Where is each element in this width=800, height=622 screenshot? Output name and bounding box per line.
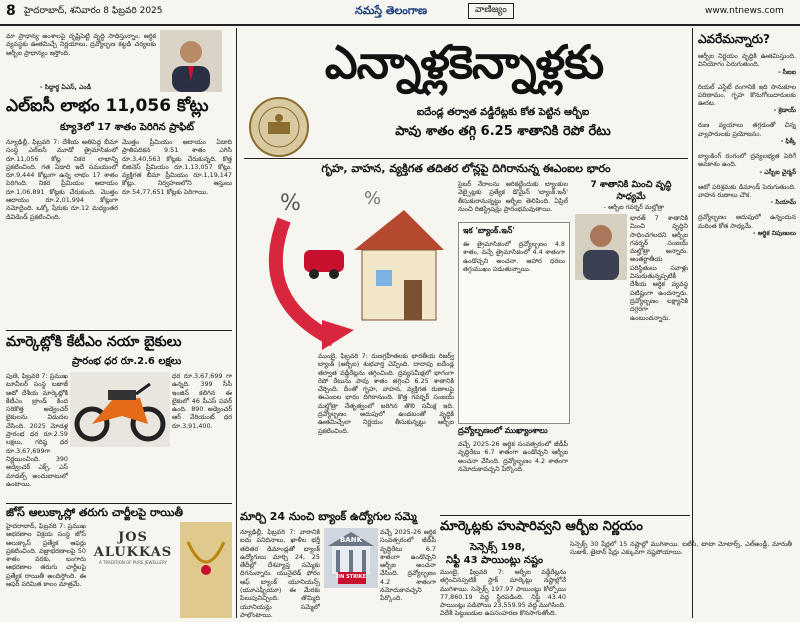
markets-subhead-1: సెన్సెక్స్ 198, [470,542,526,553]
bank-in-title: ఇక 'బ్యాంక్.ఇన్' [463,226,515,235]
ktm-body-side: ధర రూ.3,67,699 గా ఉన్నది. 399 సీసీ ఇంజిన్ కలిగిన ఈ బైకులో 46 పీఎస్ పవర్ ఉంది. 890 అడ్వెంచర్ ఆర్ వేరియంట్ ధర రూ.3,91,400. [172,372,232,430]
page-number: 8 [6,3,16,19]
bank-in-body: ఈ త్రైమాసికంలో ద్రవ్యోల్బణం 4.8 శాతం, వచ్చే త్రైమాసికంలో 4.4 శాతంగా ఉండొచ్చని అంచనా. ఆహార ధరలు తగ్గుముఖం పడుతున్నాయి. [463,240,565,273]
bank-sign: BANK [339,536,363,544]
quote-body: భారత్ 7 శాతానికి మించి వృద్ధిని సాధించగలదని ఆర్బీఐ గవర్నర్ సంజయ్ మల్హోత్రా అన్నారు. అంతర్జాతీయ పరిస్థితులు సవాళ్లు విసురుతున్నప్పటికీ దేశీయ ఆర్థిక వ్యవస్థ పటిష్టంగా ఉందన్నారు. ద్రవ్యోల్బణం లక్ష్యానికి దగ్గరగా ఉంటుందన్నారు. [630,214,688,322]
opinions-header: ఎవరేమన్నారు? [698,32,770,46]
markets-headline: మార్కెట్లకు హుషారివ్వని ఆర్బీఐ నిర్ణయం [440,519,643,534]
section-badge: వాణిజ్యం [468,3,514,19]
rate-cut-illustration [244,180,454,350]
divider [6,503,232,504]
list-item: ద్రవ్యోల్బణం అదుపులో ఉన్నందున మరింత కోత సాధ్యమే. - ఆర్థిక నిపుణులు [698,213,796,237]
main-headline: ఎన్నాళ్లకెన్నాళ్లకు [324,35,604,89]
main-subhead: పావు శాతం తగ్గి 6.25 శాతానికి రెపో రేటు [395,124,611,139]
intro-text: మా ప్రాధాన్య అంశాలపై దృష్టిపెట్టి వృద్ధి సాధిస్తున్నాం. ఆర్థిక వ్యవస్థకు ఊతమిచ్చే నిర్ణయాలు, ద్రవ్యోల్బణ కట్టడి చర్యలకు ఆర్బీఐ ప్రాధాన్యం ఇస్తోంది. [6,32,156,57]
executive-photo [160,30,222,92]
jos-logo [88,530,178,570]
main-deck: గృహ, వాహన, వ్యక్తిగత తదితర లోన్లపై దిగిరానున్న ఈఎంఐల భారం [321,162,611,175]
necklace-icon [180,522,232,618]
strike-sign: ON STRIKE [335,574,367,580]
list-item: ఆర్బీఐ నిర్ణయం వృద్ధికి ఊతమిస్తుంది. వినియోగం పెరుగుతుంది. - సీఐఐ [698,52,796,76]
dateline: హైదరాబాద్, శనివారం 8 ఫిబ్రవరి 2025 [24,6,163,16]
quote-title: 7 శాతానికి మించి వృద్ధి సాధ్యమే [590,180,672,202]
strike-body-side: వచ్చే 2025-26 ఆర్థిక సంవత్సరంలో జీడీపీ వృద్ధిరేటు 6.7 శాతంగా ఉండొచ్చని ఆర్బీఐ అంచనా వేసింది. ద్రవ్యోల్బణం 4.2 శాతంగా నమోదుకావచ్చని పేర్కొంది. [380,528,436,603]
main-body: ముంబై, ఫిబ్రవరి 7: రుణగ్రహీతలకు భారతీయ రిజర్వ్ బ్యాంక్ (ఆర్బీఐ) శుభవార్త చెప్పింది. దాదాపు ఐదేండ్ల తర్వాత వడ్డీరేట్లను తగ్గించింది. ద్రవ్యసమీక్షలో భాగంగా రెపో రేటును పావు శాతం తగ్గించి 6.25 శాతానికి చేర్చింది. దీంతో గృహ, వాహన, వ్యక్తిగత రుణాలపై ఈఎంఐల భారం దిగిరానుంది. కొత్త గవర్నర్ సంజయ్ మల్హోత్రా నేతృత్వంలో జరిగిన తొలి సమీక్ష ఇది. ద్రవ్యోల్బణం అదుపులో ఉండటంతో వృద్ధికి ఊతమిచ్చేలా నిర్ణయం తీసుకున్నట్టు ఆర్బీఐ ప్రకటించింది. [318,352,454,435]
motorcycle-icon [70,372,170,447]
divider [244,158,688,159]
governor-photo [575,214,627,280]
strike-headline: మార్చి 24 నుంచి బ్యాంక్ ఉద్యోగుల సమ్మె [240,510,440,526]
bike-photo [70,372,170,447]
lic-headline: ఎల్ఐసీ లాభం 11,056 కోట్లు [6,96,209,116]
divider [440,515,690,516]
list-item: ఆటో పరిశ్రమకు డిమాండ్ పెరుగుతుంది. వాహన రుణాలు చౌక. - సియామ్ [698,182,796,207]
svg-text:%: % [364,188,382,209]
list-item: రుణ వ్యయాలు తగ్గడంతో చిన్న వ్యాపారులకు ప్రయోజనం. - ఫిక్కీ [698,121,796,146]
website: www.ntnews.com [705,6,784,16]
opinions-list [698,52,796,472]
bank-in-box [458,222,570,424]
column-divider [236,28,237,618]
ktm-subhead: ప్రారంభ ధర రూ.2.6 లక్షలు [72,356,182,367]
divider [6,330,232,331]
house-arrow-icon [244,180,454,350]
jos-headline: జోస్ ఆలుక్కాస్లో తరుగు చార్జీలపై రాయితీ [6,506,184,519]
ktm-headline: మార్కెట్లోకి కేటీఎం నయా బైకులు [6,334,182,350]
strike-body: న్యూఢిల్లీ, ఫిబ్రవరి 7: వారానికి ఐదు పనిదినాలు, ఖాళీల భర్తీ తదితర డిమాండ్లతో బ్యాంక్ ఉద్యోగులు మార్చి 24, 25 తేదీల్లో దేశవ్యాప్త సమ్మెకు దిగనున్నారు. యునైటెడ్ ఫోరం ఆఫ్ బ్యాంక్ యూనియన్స్ (యూఎఫ్బీయూ) ఈ మేరకు పిలుపునిచ్చింది. తొమ్మిది యూనియన్లు సమ్మెలో పాల్గొంటాయి. [240,528,320,618]
paper-name: నమస్తే తెలంగాణ [355,4,428,17]
rbi-logo-icon [248,96,310,158]
lic-body: న్యూఢిల్లీ, ఫిబ్రవరి 7: దేశీయ అతిపెద్ద బీమా సంస్థ ఎల్ఐసీ మూడో త్రైమాసికంలో రూ.11,056 కోట్ల నికర లాభాన్ని ప్రకటించింది. గత ఏడాది ఇదే సమయంలో రూ.9,444 కోట్లుగా ఉన్న లాభం 17 శాతం పెరిగింది. నికర ప్రీమియం ఆదాయం రూ.1,06,891 కోట్లకు చేరుకుంది. మొత్తం ఆదాయం రూ.2,01,994 కోట్లుగా నమోదైంది. ఒక్కో షేరుకు రూ.12 మధ్యంతర డివిడెండ్ ప్రకటించింది. [6,138,118,221]
growth-body: వచ్చే 2025-26 ఆర్థిక సంవత్సరంలో జీడీపీ వృద్ధిరేటు 6.7 శాతంగా ఉండొచ్చని ఆర్బీఐ అంచనా వేసింది. ద్రవ్యోల్బణం 4.2 శాతంగా నమోదుకావచ్చని పేర్కొంది. [458,440,568,473]
list-item: రియల్ ఎస్టేట్ రంగానికి ఇది సానుకూల పరిణామం. గృహ కొనుగోలుదారులకు ఊరట. - క్రెడాయ్ [698,82,796,115]
lic-body-continued: మొత్తం ప్రీమియం ఆదాయం ఏడాది ప్రాతిపదికన 9.51 శాతం ఎగిసి రూ.3,40,563 కోట్లకు చేరుకున్నది. కొత్త బిజినెస్ ప్రీమియం రూ.1,13,057 కోట్లు. వ్యక్తిగత బీమా ప్రీమియం రూ.1,19,147 కోట్లు. నిర్వహణలోని ఆస్తులు రూ.54,77,651 కోట్లకు పెరిగాయి. [122,138,232,196]
bank-strike-photo [324,528,378,588]
svg-text:%: % [280,191,301,216]
jewellery-photo [180,522,232,618]
jos-logo-tag: A TRADITION OF PURE JEWELLERY [99,560,167,565]
person-icon [160,30,222,92]
main-body-right: సైబర్ నేరాలను అరికట్టేందుకు బ్యాంకుల వెబ్సైట్లకు ప్రత్యేక డొమైన్ 'బ్యాంక్.ఇన్' తీసుకురానున్నట్టు ఆర్బీఐ తెలిపింది. ఏప్రిల్ నుంచి రిజిస్ట్రేషన్లు ప్రారంభమవుతాయి. [458,180,568,213]
markets-body-continued: సెన్సెక్స్ 30 షేర్లలో 15 నష్టాల్లో ముగిశాయి. ఐటీసీ, టాటా మోటార్స్, ఎల్అండ్టీ, మారుతీ సుజుకీ, టైటాన్ షేర్లు ఎక్కువగా నష్టపోయాయి. [570,540,792,557]
list-item: బ్యాంకింగ్ రంగంలో ద్రవ్యలభ్యత పెరిగే అవకాశం ఉంది. - ఎస్బీఐ చైర్మన్ [698,152,796,176]
main-kicker: ఐదేండ్ల తర్వాత వడ్డీరేట్లకు కోత పెట్టిన ఆర్బీఐ [416,107,590,118]
inflation-title: ద్రవ్యోల్బణంలో ముఖ్యాంశాలు [458,426,548,435]
jos-logo-text: JOS ALUKKAS [93,530,173,560]
person-icon [575,214,627,280]
masthead [0,0,800,26]
quote-byline: - ఆర్బీఐ గవర్నర్ మల్హోత్రా [603,204,665,211]
rbi-seal [248,96,310,158]
ktm-body: పుణె, ఫిబ్రవరి 7: ప్రముఖ టూవీలర్ సంస్థ బజాజ్ ఆటో దేశీయ మార్కెట్లోకి కేటీఎం బ్రాండ్ కింద సరికొత్త అడ్వెంచర్ బైకులను విడుదల చేసింది. 2025 మోడళ్ల ప్రారంభ ధర రూ.2.59 లక్షలు, గరిష్ఠ ధర రూ.3,67,699గా నిర్ణయించింది. 390 అడ్వెంచర్ ఎక్స్, ఎస్ మాడల్స్ అందుబాటులో ఉంటాయి. [6,372,68,488]
markets-body: ముంబై, ఫిబ్రవరి 7: ఆర్బీఐ వడ్డీరేట్లను తగ్గించినప్పటికీ స్టాక్ మార్కెట్లు నష్టాల్లోనే ముగిశాయి. సెన్సెక్స్ 197.97 పాయింట్లు కోల్పోయి 77,860.19 వద్ద స్థిరపడింది. నిఫ్టీ 43.40 పాయింట్లు పడిపోయి 23,559.95 వద్ద ముగిసింది. విదేశీ పెట్టుబడుల ఉపసంహరణ కొనసాగుతోంది. [440,568,566,618]
jos-body: హైదరాబాద్, ఫిబ్రవరి 7: ప్రముఖ ఆభరణాల విక్రయ సంస్థ జోస్ ఆలుక్కాస్ ప్రత్యేక ఆఫర్లు ప్రకటించింది. వజ్రాభరణాలపై 50 శాతం వరకు, బంగారు ఆభరణాల తరుగు చార్జీలపై ప్రత్యేక రాయితీ అందిస్తోంది. ఈ ఆఫర్ పరిమిత కాలం మాత్రమే. [6,522,86,589]
lic-subhead: క్యూ3లో 17 శాతం పెరిగిన ప్రాఫిట్ [60,122,194,133]
intro-byline: - సిద్ధార్థ ఏఎస్, ఎండీ [40,84,92,91]
markets-subhead-2: నిఫ్టీ 43 పాయింట్లు నష్టం [446,555,544,566]
